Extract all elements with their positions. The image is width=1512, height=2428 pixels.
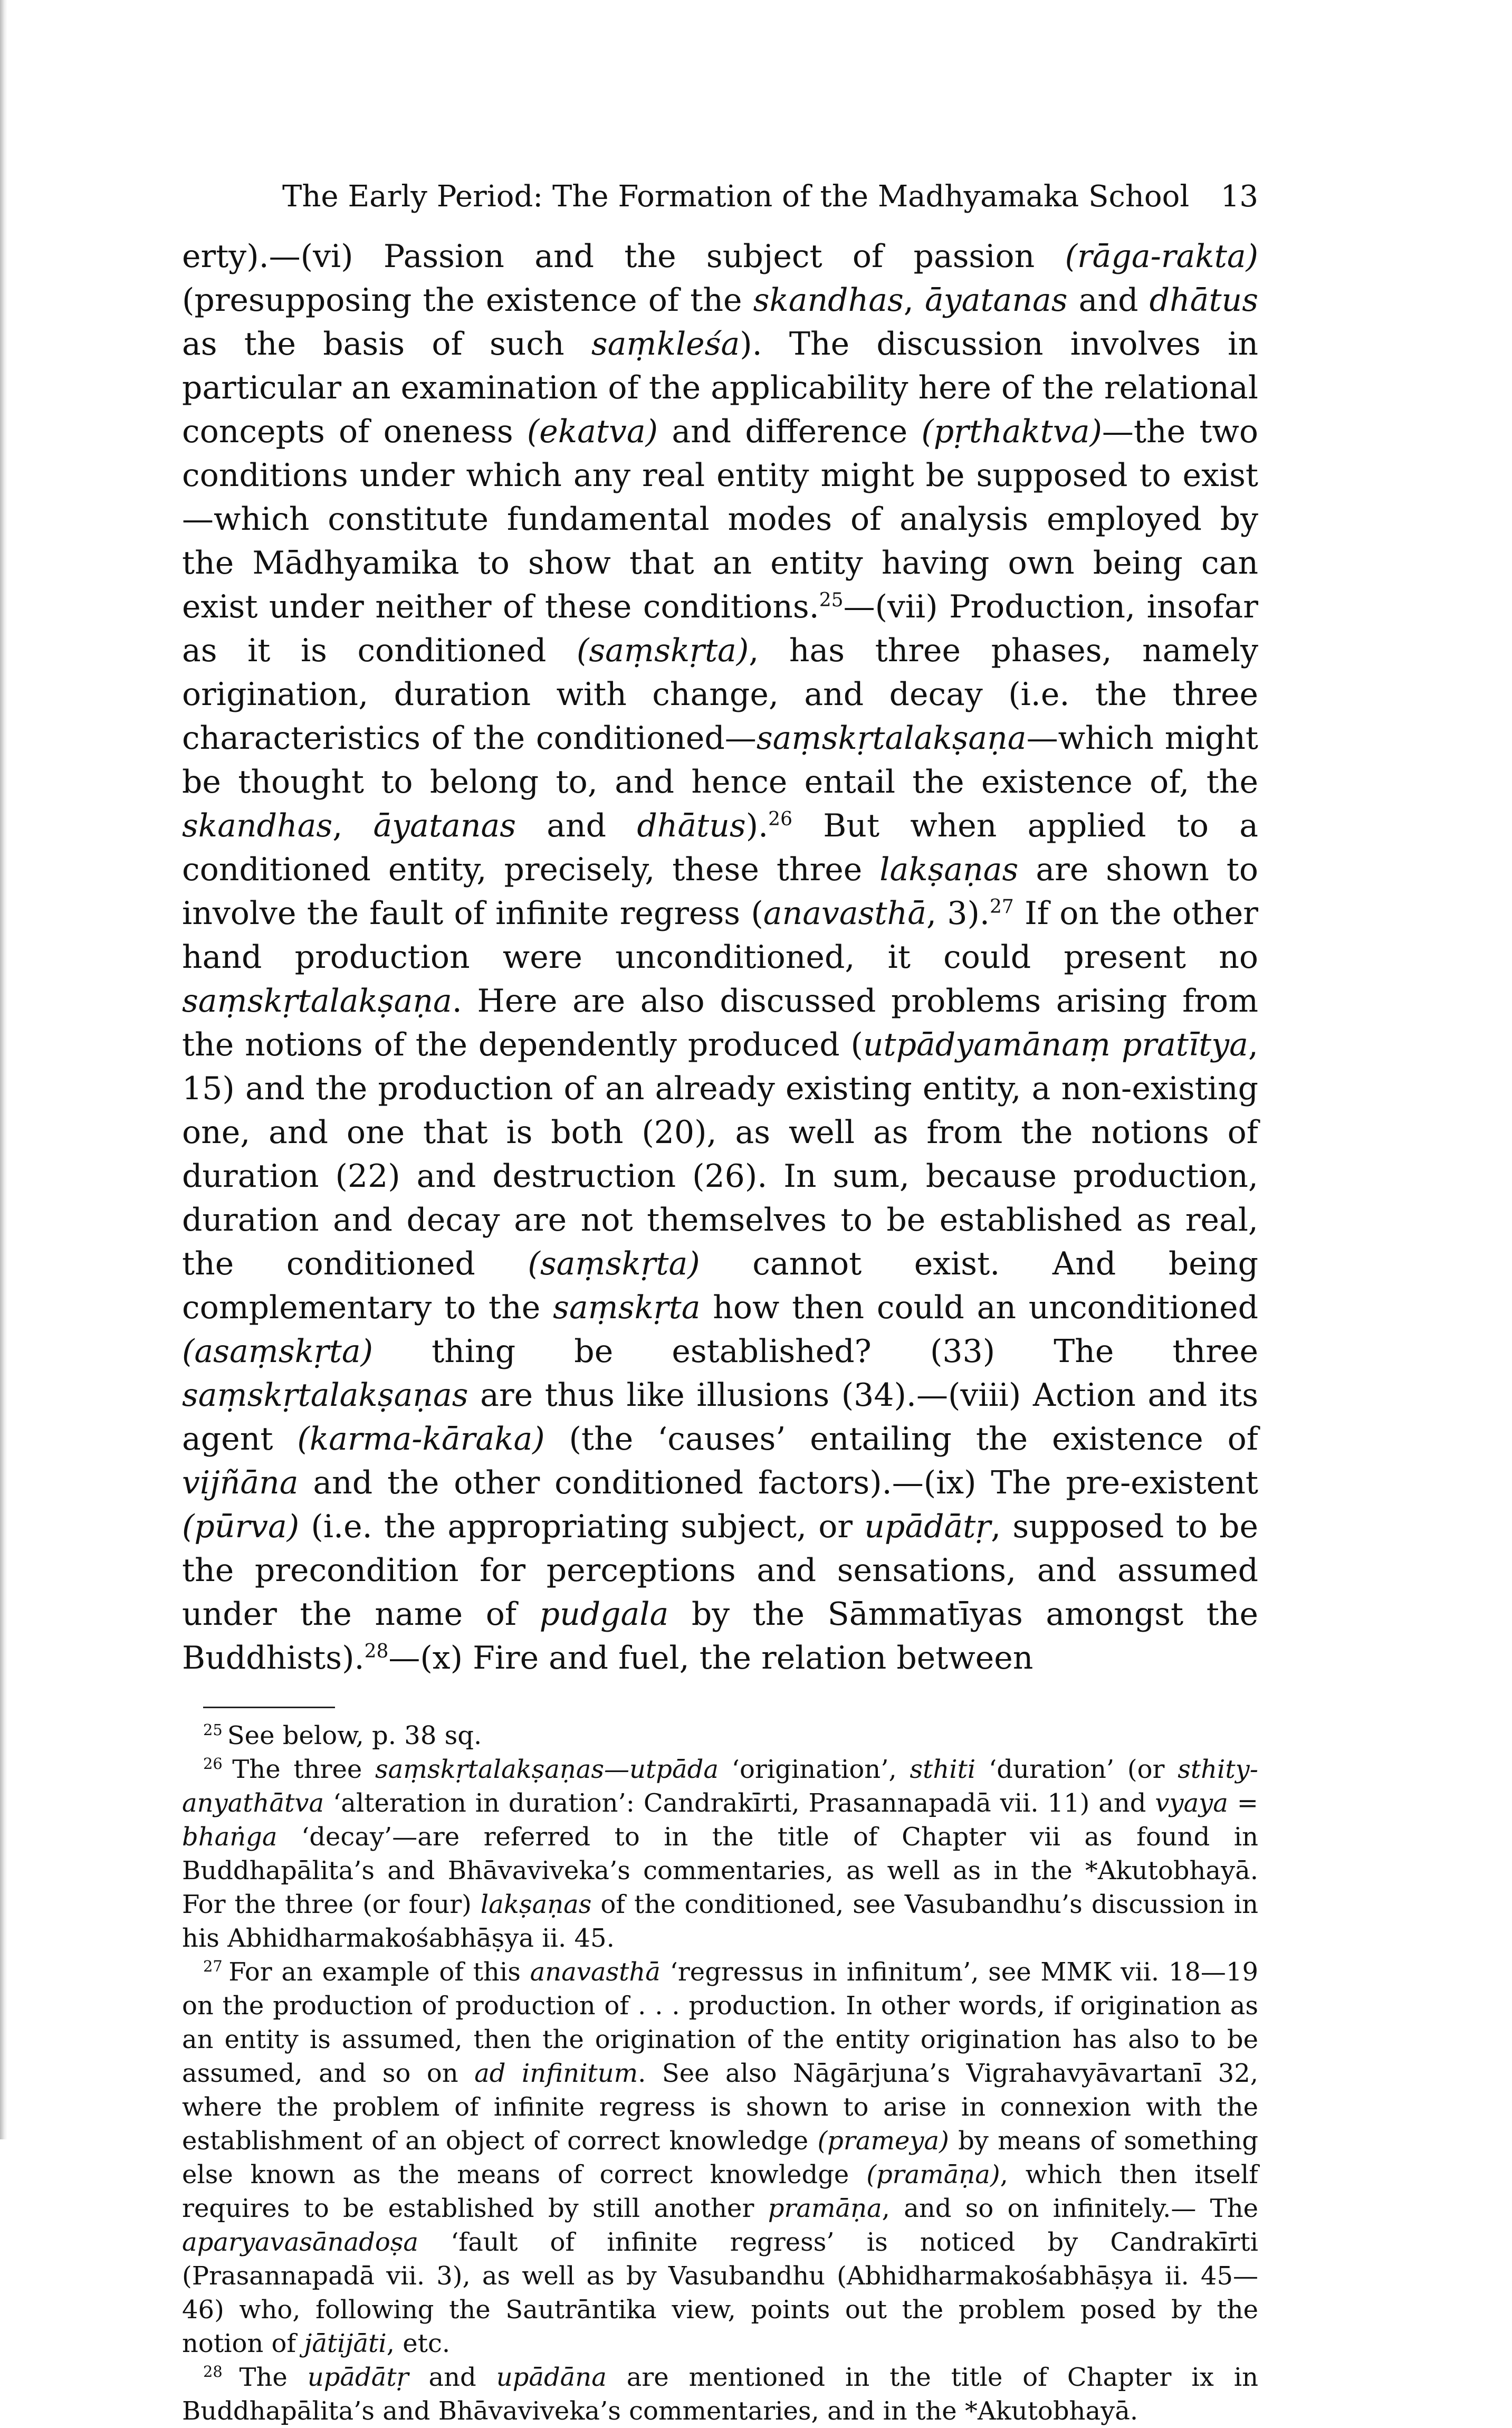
- italic-term: (asaṃskṛta): [182, 1333, 374, 1370]
- main-text: [182, 235, 1258, 1680]
- italic-term: pudgala: [539, 1596, 669, 1633]
- book-page: [182, 179, 1258, 2428]
- italic-term: (saṃskṛta): [576, 632, 749, 669]
- italic-term: aparyavasānadoṣa: [182, 2227, 419, 2257]
- footnote-rule: [203, 1707, 335, 1708]
- italic-term: upādāna: [496, 2363, 607, 2392]
- italic-term: (pūrva): [182, 1508, 300, 1545]
- italic-term: saṃskṛtalakṣaṇas: [182, 1377, 468, 1414]
- body-paragraph: erty).—(vi) Passion and the subject of passion (rāga-rakta) (presupposing the existence of the skandhas, āyatanas and dhātus as the basis of such saṃkleśa). The discussion involves in particular an examination of the applicability here of the relational concepts of oneness (ekatva) and difference (pṛthaktva)—the two conditions under which any real entity might be supposed to exist—which constitute fundamental modes of analysis employed by the Mādhyamika to show that an entity having own being can exist under neither of these conditions.$^{25}$—(vii) Production, insofar as it is conditioned (saṃskṛta), has three phases, namely origination, duration with change, and decay (i.e. the three characteristics of the conditioned—saṃskṛtalakṣaṇa—which might be thought to belong to, and hence entail the existence of, the skandhas, āyatanas and dhātus).$^{26}$ But when applied to a conditioned entity, precisely, these three lakṣaṇas are shown to involve the fault of infinite regress (anavasthā, 3).$^{27}$ If on the other hand production were unconditioned, it could present no saṃskṛtalakṣaṇa. Here are also discussed problems arising from the notions of the dependently produced (utpādyamānaṃ pratītya, 15) and the production of an already existing entity, a non-existing one, and one that is both (20), as well as from the notions of duration (22) and destruction (26). In sum, because production, duration and decay are not themselves to be established as real, the conditioned (saṃskṛta) cannot exist. And being complementary to the saṃskṛta how then could an unconditioned (asaṃskṛta) thing be established? (33) The three saṃskṛtalakṣaṇas are thus like illusions (34).—(viii) Action and its agent (karma-kāraka) (the ‘causes’ entailing the existence of vijñāna and the other conditioned factors).—(ix) The pre-existent (pūrva) (i.e. the appropriating subject, or upādātṛ, supposed to be the precondition for perceptions and sensations, and assumed under the name of pudgala by the Sāmmatīyas amongst the Buddhists).$^{28}$—(x) Fire and fuel, the relation between: [182, 238, 1259, 1677]
- footnote-ref: 28: [364, 1641, 389, 1662]
- footnote: $^{25}$ See below, p. 38 sq.: [203, 1721, 482, 1750]
- footnote-number: 26: [203, 1755, 233, 1773]
- footnote: $^{28}$ The upādātṛ and upādāna are mentioned in the title of Chapter ix in Buddhapālita’s and Bhāvaviveka’s commentaries, and in the *Akutobhayā.: [182, 2363, 1259, 2426]
- italic-term: āyatanas: [373, 807, 516, 844]
- italic-term: upādātṛ: [864, 1508, 991, 1545]
- italic-term: saṃkleśa: [591, 326, 740, 363]
- footnote-number: 27: [203, 1957, 229, 1975]
- italic-term: anavasthā: [763, 895, 926, 932]
- italic-term: (rāga-rakta): [1065, 238, 1258, 275]
- footnote: $^{27}$ For an example of this anavasthā ‘regressus in infinitum’, see MMK vii. 18—19 on the production of production of . . . production. In other words, if origination as an entity is assumed, then the origination of the entity origination has also to be assumed, and so on ad infinitum. See also Nāgārjuna’s Vigrahavyāvartanī 32, where the problem of infinite regress is shown to arise in connexion with the establishment of an object of correct knowledge (prameya) by means of something else known as the means of correct knowledge (pramāṇa), which then itself requires to be established by still another pramāṇa, and so on infinitely.— The aparyavasānadoṣa ‘fault of infinite regress’ is noticed by Candrakīrti (Prasannapadā vii. 3), as well as by Vasubandhu (Abhidharmakośabhāṣya ii. 45—46) who, following the Sautrāntika view, points out the problem posed by the notion of jātijāti, etc.: [182, 1957, 1259, 2358]
- italic-term: vijñāna: [182, 1464, 299, 1501]
- italic-term: (karma-kāraka): [297, 1421, 545, 1458]
- scan-edge-shadow: [0, 0, 7, 2139]
- italic-term: jātijāti: [304, 2329, 387, 2358]
- italic-term: āyatanas: [925, 282, 1068, 319]
- footnote: $^{26}$ The three saṃskṛtalakṣaṇas—utpāda ‘origination’, sthiti ‘duration’ (or sthity-anyathātva ‘alteration in duration’: Candrakīrti, Prasannapadā vii. 11) and vyaya = bhaṅga ‘decay’—are referred to in the title of Chapter vii as found in Buddhapālita’s and Bhāvaviveka’s commentaries, as well as in the *Akutobhayā. For the three (or four) lakṣaṇas of the conditioned, see Vasubandhu’s discussion in his Abhidharmakośabhāṣya ii. 45.: [182, 1755, 1259, 1953]
- italic-term: saṃskṛta: [553, 1289, 701, 1326]
- italic-term: skandhas: [182, 807, 333, 844]
- italic-term: (pramāṇa): [866, 2160, 1000, 2189]
- italic-term: lakṣaṇas: [879, 851, 1019, 888]
- italic-term: skandhas: [753, 282, 904, 319]
- running-header: [282, 179, 1258, 214]
- footnote-number: 25: [203, 1721, 227, 1739]
- italic-term: dhātus: [1149, 282, 1258, 319]
- page-number: 13: [1220, 179, 1258, 214]
- italic-term: utpādyamānaṃ pratītya: [863, 1026, 1248, 1063]
- italic-term: (ekatva): [527, 413, 658, 450]
- footnotes: [182, 1719, 1258, 2428]
- italic-term: saṃskṛtalakṣaṇa: [182, 983, 452, 1020]
- italic-term: (pṛthaktva): [921, 413, 1102, 450]
- italic-term: bhaṅga: [182, 1822, 277, 1852]
- italic-term: (prameya): [817, 2126, 949, 2156]
- footnote-ref: 26: [768, 808, 792, 830]
- italic-term: pramāṇa: [768, 2194, 882, 2223]
- italic-term: vyaya: [1155, 1788, 1228, 1818]
- footnote-ref: 25: [819, 589, 844, 611]
- italic-term: sthity-anyathātva: [182, 1755, 1258, 1818]
- italic-term: sthiti: [910, 1755, 976, 1784]
- running-title: The Early Period: The Formation of the Madhyamaka School: [282, 179, 1190, 214]
- footnote-number: 28: [203, 2363, 240, 2381]
- italic-term: upādātṛ: [307, 2363, 409, 2392]
- italic-term: saṃskṛtalakṣaṇas—utpāda: [375, 1755, 719, 1784]
- italic-term: dhātus: [637, 807, 746, 844]
- italic-term: anavasthā: [530, 1957, 661, 1987]
- footnote-ref: 27: [990, 896, 1014, 918]
- italic-term: (saṃskṛta): [528, 1245, 700, 1282]
- italic-term: saṃskṛtalakṣaṇa: [756, 720, 1027, 757]
- italic-term: ad infinitum: [474, 2059, 638, 2088]
- italic-term: lakṣaṇas: [480, 1890, 592, 1919]
